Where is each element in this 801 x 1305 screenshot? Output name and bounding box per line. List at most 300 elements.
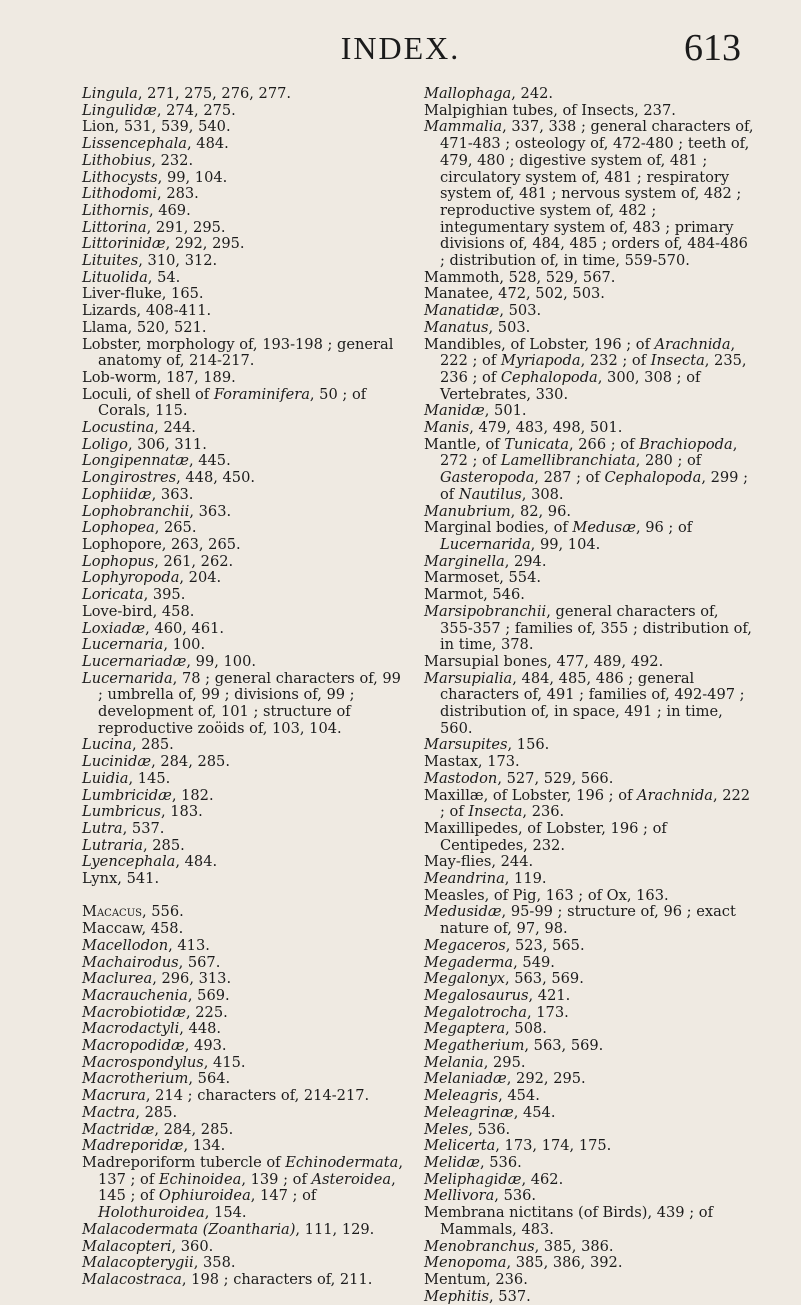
entry-term-italic: Manis [424, 419, 470, 437]
entry-term-italic: Megatherium [424, 1037, 525, 1055]
entry-text: , 232 ; of [580, 352, 651, 370]
entry-text: , 292, 295. [165, 235, 245, 253]
index-entry [424, 1272, 754, 1289]
index-entry [82, 186, 404, 203]
entry-text: , 137 ; of [98, 1153, 403, 1188]
index-entry [424, 420, 754, 437]
entry-term-italic: Malacodermata (Zoantharia) [82, 1220, 296, 1238]
entry-text: , 284, 285. [154, 1120, 234, 1138]
entry-term-italic: Lucina [82, 736, 133, 754]
index-entry [424, 1071, 754, 1088]
index-entry [82, 854, 404, 871]
entry-term-italic: Manubrium [424, 502, 511, 520]
entry-text: , 287 ; of [534, 469, 605, 487]
entry-text: , 563, 569. [504, 970, 584, 988]
entry-term-italic: Malacopteri [82, 1237, 172, 1255]
entry-text: , 308. [521, 485, 564, 503]
entry-term-italic: Madreporidæ [82, 1137, 184, 1155]
entry-term-italic: Myriapoda [500, 352, 581, 370]
index-entry [82, 1005, 404, 1022]
entry-term-italic: Manidæ [424, 402, 485, 420]
entry-text: , 503. [499, 302, 542, 320]
entry-term-italic: Mastodon [424, 769, 498, 787]
entry-text: Liver-fluke, 165. [82, 285, 204, 303]
entry-term-italic: Loxiadæ [82, 619, 146, 637]
entry-text: Madreporiform tubercle of [82, 1153, 286, 1171]
entry-text: Maxillæ, of Lobster, 196 ; of [424, 786, 638, 804]
page-title: INDEX. [340, 30, 461, 66]
entry-text: , 358. [193, 1254, 236, 1272]
index-entry [82, 871, 404, 888]
entry-text: , 198 ; characters of, 211. [181, 1270, 373, 1288]
index-entry [424, 1005, 754, 1022]
entry-term-italic: Holothuroidea [98, 1204, 205, 1222]
entry-text: , 569. [187, 986, 230, 1004]
entry-text: , 462. [521, 1170, 564, 1188]
index-entry [424, 1188, 754, 1205]
index-entry [424, 1088, 754, 1105]
entry-text: , 183. [160, 803, 203, 821]
entry-text: , 484. [175, 853, 218, 871]
page-header [0, 28, 801, 78]
entry-term-italic: Meliphagidæ [424, 1170, 522, 1188]
index-entry [82, 554, 404, 571]
entry-text: , 501. [484, 402, 527, 420]
index-entry [424, 871, 754, 888]
entry-text: , 363. [151, 485, 194, 503]
entry-text: , 225. [185, 1003, 228, 1021]
entry-text: , 469. [148, 201, 191, 219]
entry-text: , 50 ; of Corals, 115. [98, 385, 367, 420]
entry-term-italic: Littorina [82, 218, 147, 236]
entry-text: Maccaw, 458. [82, 920, 184, 938]
index-entry [82, 1071, 404, 1088]
entry-term-italic: Lamellibranchiata [500, 452, 636, 470]
entry-text: , 448. [179, 1020, 222, 1038]
entry-text: , 454. [513, 1103, 556, 1121]
entry-term-italic: Medusæ [572, 519, 636, 537]
index-entry [424, 737, 754, 754]
entry-text: , 54. [147, 268, 181, 286]
entry-term-italic: Ophiuroidea [158, 1187, 251, 1205]
entry-text: Lion, 531, 539, 540. [82, 118, 231, 136]
index-entry [82, 520, 404, 537]
index-entry [82, 737, 404, 754]
entry-term-italic: Brachiopoda [639, 435, 733, 453]
index-entry [424, 904, 754, 937]
entry-text: , 271, 275, 276, 277. [137, 85, 292, 102]
entry-text: , 147 ; of [250, 1187, 317, 1205]
index-entry [82, 270, 404, 287]
index-entry [82, 487, 404, 504]
index-entry [82, 904, 404, 921]
index-entry [82, 504, 404, 521]
entry-term-italic: Lophobranchii [82, 502, 190, 520]
entry-term-italic: Lithodomi [82, 185, 158, 203]
entry-text: Lynx, 541. [82, 870, 160, 888]
index-entry [424, 570, 754, 587]
entry-term-italic: Echinoidea [158, 1170, 242, 1188]
entry-term-italic: Marginella [424, 552, 505, 570]
entry-text: , 484. [187, 135, 229, 153]
entry-term-italic: Lithocysts [82, 168, 158, 186]
entry-text: , 549. [513, 953, 555, 971]
index-entry [424, 504, 754, 521]
entry-text: , 235, 236 ; of [440, 352, 747, 386]
entry-text: , 154. [204, 1204, 247, 1222]
index-entry [82, 86, 404, 103]
entry-term-italic: Melicerta [424, 1137, 496, 1155]
entry-text: May-flies, 244. [424, 853, 534, 871]
index-entry [82, 1138, 404, 1155]
index-entry [424, 1038, 754, 1055]
entry-text: Mentum, 236. [424, 1270, 528, 1288]
entry-text: , 285. [135, 1103, 178, 1121]
entry-term-italic: Menobranchus [424, 1237, 535, 1255]
index-entry [82, 303, 404, 320]
index-entry [82, 1122, 404, 1139]
entry-text: , 266 ; of [568, 435, 640, 453]
entry-text: , 508. [505, 1020, 547, 1038]
entry-text: , 232. [151, 151, 194, 169]
entry-text: Mammoth, 528, 529, 567. [424, 268, 616, 286]
entry-text: , 296, 313. [152, 970, 232, 988]
index-entry [82, 988, 404, 1005]
index-entry [424, 86, 754, 103]
index-entry [82, 637, 404, 654]
index-entry [424, 654, 754, 671]
entry-text: , 134. [183, 1137, 226, 1155]
entry-term-italic: Longirostres [82, 469, 177, 487]
entry-term-italic: Nautilus [458, 485, 522, 503]
entry-term-italic: Macrobiotidæ [82, 1003, 186, 1021]
entry-term-italic: Insecta [468, 803, 523, 821]
entry-term-italic: Manatus [424, 318, 489, 336]
entry-term-italic: Loricata [82, 586, 144, 604]
entry-term-italic: Lithornis [82, 201, 149, 219]
index-entry [82, 671, 404, 738]
entry-text: , 111, 129. [295, 1220, 375, 1238]
entry-term-italic: Malacostraca [82, 1270, 182, 1288]
entry-term-italic: Littorinidæ [82, 235, 166, 253]
entry-text: , 274, 275. [156, 101, 236, 119]
entry-term-italic: Lucernarida [440, 535, 531, 553]
index-column-right [424, 86, 754, 1305]
index-entry [82, 136, 404, 153]
entry-term-italic: Macrauchenia [82, 986, 188, 1004]
entry-text: , 536. [494, 1187, 537, 1205]
index-entry [424, 604, 754, 654]
entry-term-italic: Melidæ [424, 1154, 480, 1171]
index-entry [82, 1239, 404, 1256]
index-column-left [82, 86, 404, 1289]
index-entry [82, 921, 404, 938]
entry-text: , 284, 285. [151, 753, 230, 771]
index-entry [82, 1038, 404, 1055]
entry-text: , 395. [143, 586, 186, 604]
index-entry [82, 1055, 404, 1072]
entry-term-italic: Lutraria [82, 836, 143, 854]
index-entry [82, 754, 404, 771]
index-entry [82, 537, 404, 554]
index-entry [82, 170, 404, 187]
index-entry [424, 337, 754, 404]
index-entry [424, 788, 754, 821]
index-entry [424, 320, 754, 337]
entry-term-italic: Lumbricus [82, 803, 161, 821]
index-entry [82, 286, 404, 303]
index-entry [82, 236, 404, 253]
entry-text: , 536. [479, 1154, 522, 1171]
entry-term-italic: Melania [424, 1053, 484, 1071]
index-entry [424, 437, 754, 504]
entry-text: , 421. [528, 986, 571, 1004]
entry-term-italic: Echinodermata [285, 1153, 399, 1171]
entry-term-italic: Macrospondylus [82, 1053, 204, 1071]
index-entry [82, 387, 404, 420]
entry-term-italic: Lucernarida [82, 669, 173, 687]
entry-term-italic: Longipennatæ [82, 452, 189, 470]
entry-term-italic: Lutra [82, 819, 123, 837]
entry-text: , 294. [504, 552, 547, 570]
entry-text: , 204. [179, 569, 222, 587]
entry-text: , general characters of, 355-357 ; families of, 355 ; distribution of, in time, 378. [440, 602, 752, 654]
index-entry [424, 303, 754, 320]
entry-term-italic: Menopoma [424, 1254, 507, 1272]
entry-text: Llama, 520, 521. [82, 318, 207, 336]
entry-term-italic: Cephalopoda [500, 368, 598, 386]
entry-term-italic: Macrura [82, 1087, 146, 1105]
entry-text: , 306, 311. [127, 435, 207, 453]
entry-text: Macacus, 556. [82, 903, 184, 921]
entry-term-italic: Lyencephala [82, 853, 176, 871]
index-entry [82, 119, 404, 136]
index-entry [424, 988, 754, 1005]
index-entry [82, 821, 404, 838]
entry-text: , 99, 104. [530, 535, 601, 553]
index-entry [424, 554, 754, 571]
entry-text: Lobster, morphology of, 193-198 ; general anatomy of, 214-217. [82, 335, 394, 370]
entry-text: , 493. [184, 1037, 227, 1055]
entry-text: Marsupial bones, 477, 489, 492. [424, 652, 664, 670]
index-entry [82, 453, 404, 470]
index-entry [82, 570, 404, 587]
index-entry [424, 1172, 754, 1189]
entry-text: , 78 ; general characters of, 99 ; umbrella of, 99 ; divisions of, 99 ; development of, 101 ; structure of reproductive zoöids of, 103, 104. [98, 669, 401, 737]
page-number: 613 [684, 27, 741, 69]
entry-text: , 145 ; of [98, 1170, 396, 1205]
entry-term-italic: Lucernaria [82, 636, 164, 654]
entry-text: , 413. [168, 936, 210, 954]
entry-text: , 415. [203, 1053, 246, 1071]
entry-term-italic: Lophopea [82, 519, 155, 537]
entry-text: , 460, 461. [145, 619, 225, 637]
entry-term-italic: Megaderma [424, 953, 514, 971]
index-entry [424, 754, 754, 771]
index-entry [424, 270, 754, 287]
entry-text: , 360. [171, 1237, 214, 1255]
entry-text: Mandibles, of Lobster, 196 ; of [424, 335, 655, 353]
index-entry [424, 938, 754, 955]
index-entry [82, 771, 404, 788]
entry-term-italic: Marsipobranchii [424, 602, 547, 620]
entry-text: , 503. [488, 318, 531, 336]
entry-text: Maxillipedes, of Lobster, 196 ; of Centipedes, 232. [424, 819, 667, 854]
entry-text: , 285. [132, 736, 174, 754]
index-entry [424, 520, 754, 553]
entry-term-italic: Mallophaga [424, 85, 512, 102]
entry-text: , 100. [163, 636, 206, 654]
index-entry [424, 1289, 754, 1305]
entry-text: , 156. [507, 736, 550, 754]
entry-text: Mastax, 173. [424, 753, 520, 771]
entry-term-italic: Lissencephala [82, 135, 187, 153]
entry-text: , 300, 308 ; of Vertebrates, 330. [440, 368, 701, 403]
entry-text: , 261, 262. [154, 552, 234, 570]
entry-text: , 292, 295. [506, 1070, 586, 1088]
index-entry [82, 1021, 404, 1038]
entry-text: Manatee, 472, 502, 503. [424, 285, 605, 303]
entry-text: , 242. [511, 85, 554, 102]
entry-term-italic: Arachnida [637, 786, 713, 804]
entry-text: , 523, 565. [505, 936, 585, 954]
index-entry [424, 1105, 754, 1122]
entry-text: , 145. [128, 769, 171, 787]
index-entry [82, 320, 404, 337]
entry-term-italic: Macropodidæ [82, 1037, 185, 1055]
entry-text: , 537. [122, 819, 165, 837]
index-entry [424, 1138, 754, 1155]
index-entry [424, 671, 754, 738]
entry-text: Lizards, 408-411. [82, 302, 212, 320]
entry-term-italic: Maclurea [82, 970, 153, 988]
index-entry [82, 1272, 404, 1289]
entry-term-italic: Lucernariadæ [82, 652, 187, 670]
index-entry [82, 420, 404, 437]
index-entry [82, 203, 404, 220]
entry-term-italic: Luidia [82, 769, 129, 787]
entry-text: , 265. [154, 519, 197, 537]
index-entry [82, 654, 404, 671]
index-entry [82, 470, 404, 487]
entry-term-italic: Cephalopoda [604, 469, 702, 487]
entry-text: Love-bird, 458. [82, 602, 195, 620]
index-entry [82, 1255, 404, 1272]
entry-term-italic: Megalosaurus [424, 986, 529, 1004]
index-entry [82, 220, 404, 237]
entry-text: , 448, 450. [176, 469, 256, 487]
index-entry [424, 854, 754, 871]
entry-term-italic: Medusidæ [424, 903, 502, 921]
entry-text: , 479, 483, 498, 501. [469, 419, 623, 437]
entry-term-italic: Manatidæ [424, 302, 500, 320]
index-entry [82, 804, 404, 821]
index-entry [82, 955, 404, 972]
entry-term-italic: Meandrina [424, 870, 505, 888]
entry-text: , 214 ; characters of, 214-217. [145, 1087, 370, 1105]
entry-term-italic: Tunicata [504, 435, 569, 453]
index-entry [424, 119, 754, 269]
entry-text: , 173. [526, 1003, 569, 1021]
entry-text: Loculi, of shell of [82, 385, 214, 403]
entry-term-italic: Mactridæ [82, 1120, 155, 1138]
index-entry [424, 286, 754, 303]
entry-term-italic: Foraminifera [213, 385, 310, 403]
entry-text: Lophopore, 263, 265. [82, 535, 241, 553]
index-entry [82, 621, 404, 638]
index-entry [424, 771, 754, 788]
index-entry [82, 587, 404, 604]
index-entry [82, 153, 404, 170]
entry-text: , 527, 529, 566. [497, 769, 614, 787]
entry-term-italic: Mammalia [424, 118, 503, 136]
entry-text: , 567. [178, 953, 221, 971]
index-entry [424, 971, 754, 988]
index-entry [82, 938, 404, 955]
entry-text: Marmot, 546. [424, 586, 525, 604]
entry-term-italic: Megalotrocha [424, 1003, 527, 1021]
index-entry [424, 1055, 754, 1072]
entry-text: , 272 ; of [440, 435, 738, 470]
entry-text: , 139 ; of [241, 1170, 312, 1188]
index-entry [424, 1239, 754, 1256]
index-entry [424, 1122, 754, 1139]
entry-text: , 96 ; of [635, 519, 693, 537]
entry-term-italic: Lophyropoda [82, 569, 180, 587]
entry-term-italic: Lituolida [82, 268, 148, 286]
entry-term-italic: Meleagris [424, 1087, 499, 1105]
entry-text: , 363. [189, 502, 232, 520]
entry-text: , 537. [489, 1287, 531, 1305]
index-entry [82, 337, 404, 370]
entry-text: , 536. [468, 1120, 511, 1138]
entry-term-italic: Gasteropoda [440, 469, 535, 487]
entry-text: , 119. [504, 870, 547, 888]
entry-text: , 564. [188, 1070, 231, 1088]
entry-text: , 445. [188, 452, 231, 470]
entry-text: , 484, 485, 486 ; general characters of, 491 ; families of, 492-497 ; distribution of, in space, 491 ; in time, 560. [440, 669, 745, 737]
entry-term-italic: Locustina [82, 419, 155, 437]
entry-term-italic: Arachnida [654, 335, 731, 353]
entry-text: Membrana nictitans (of Birds), 439 ; of Mammals, 483. [424, 1204, 713, 1238]
index-entry [424, 821, 754, 854]
index-entry [82, 788, 404, 805]
entry-term-italic: Megaceros [424, 936, 506, 954]
entry-term-italic: Malacopterygii [82, 1254, 194, 1272]
entry-term-italic: Machairodus [82, 953, 179, 971]
entry-text: Mantle, of [424, 435, 505, 453]
entry-text: Measles, of Pig, 163 ; of Ox, 163. [424, 886, 669, 904]
index-entry [82, 971, 404, 988]
entry-term-italic: Insecta [650, 352, 705, 370]
entry-term-italic: Mephitis [424, 1287, 490, 1305]
index-entry [424, 955, 754, 972]
index-entry [424, 1021, 754, 1038]
entry-text: , 173, 174, 175. [495, 1137, 612, 1155]
index-entry [424, 103, 754, 120]
index-entry [424, 587, 754, 604]
entry-term-italic: Lucinidæ [82, 753, 152, 771]
entry-term-italic: Melaniadæ [424, 1070, 507, 1088]
entry-term-italic: Marsupites [424, 736, 508, 754]
entry-term-italic: Lituites [82, 252, 139, 270]
entry-text: Malpighian tubes, of Insects, 237. [424, 101, 676, 119]
entry-text: , 244. [154, 419, 196, 437]
entry-text: , 310, 312. [138, 252, 218, 270]
entry-text: Marginal bodies, of [424, 519, 573, 537]
entry-text: Lob-worm, 187, 189. [82, 368, 236, 386]
entry-text: , 291, 295. [146, 218, 226, 236]
